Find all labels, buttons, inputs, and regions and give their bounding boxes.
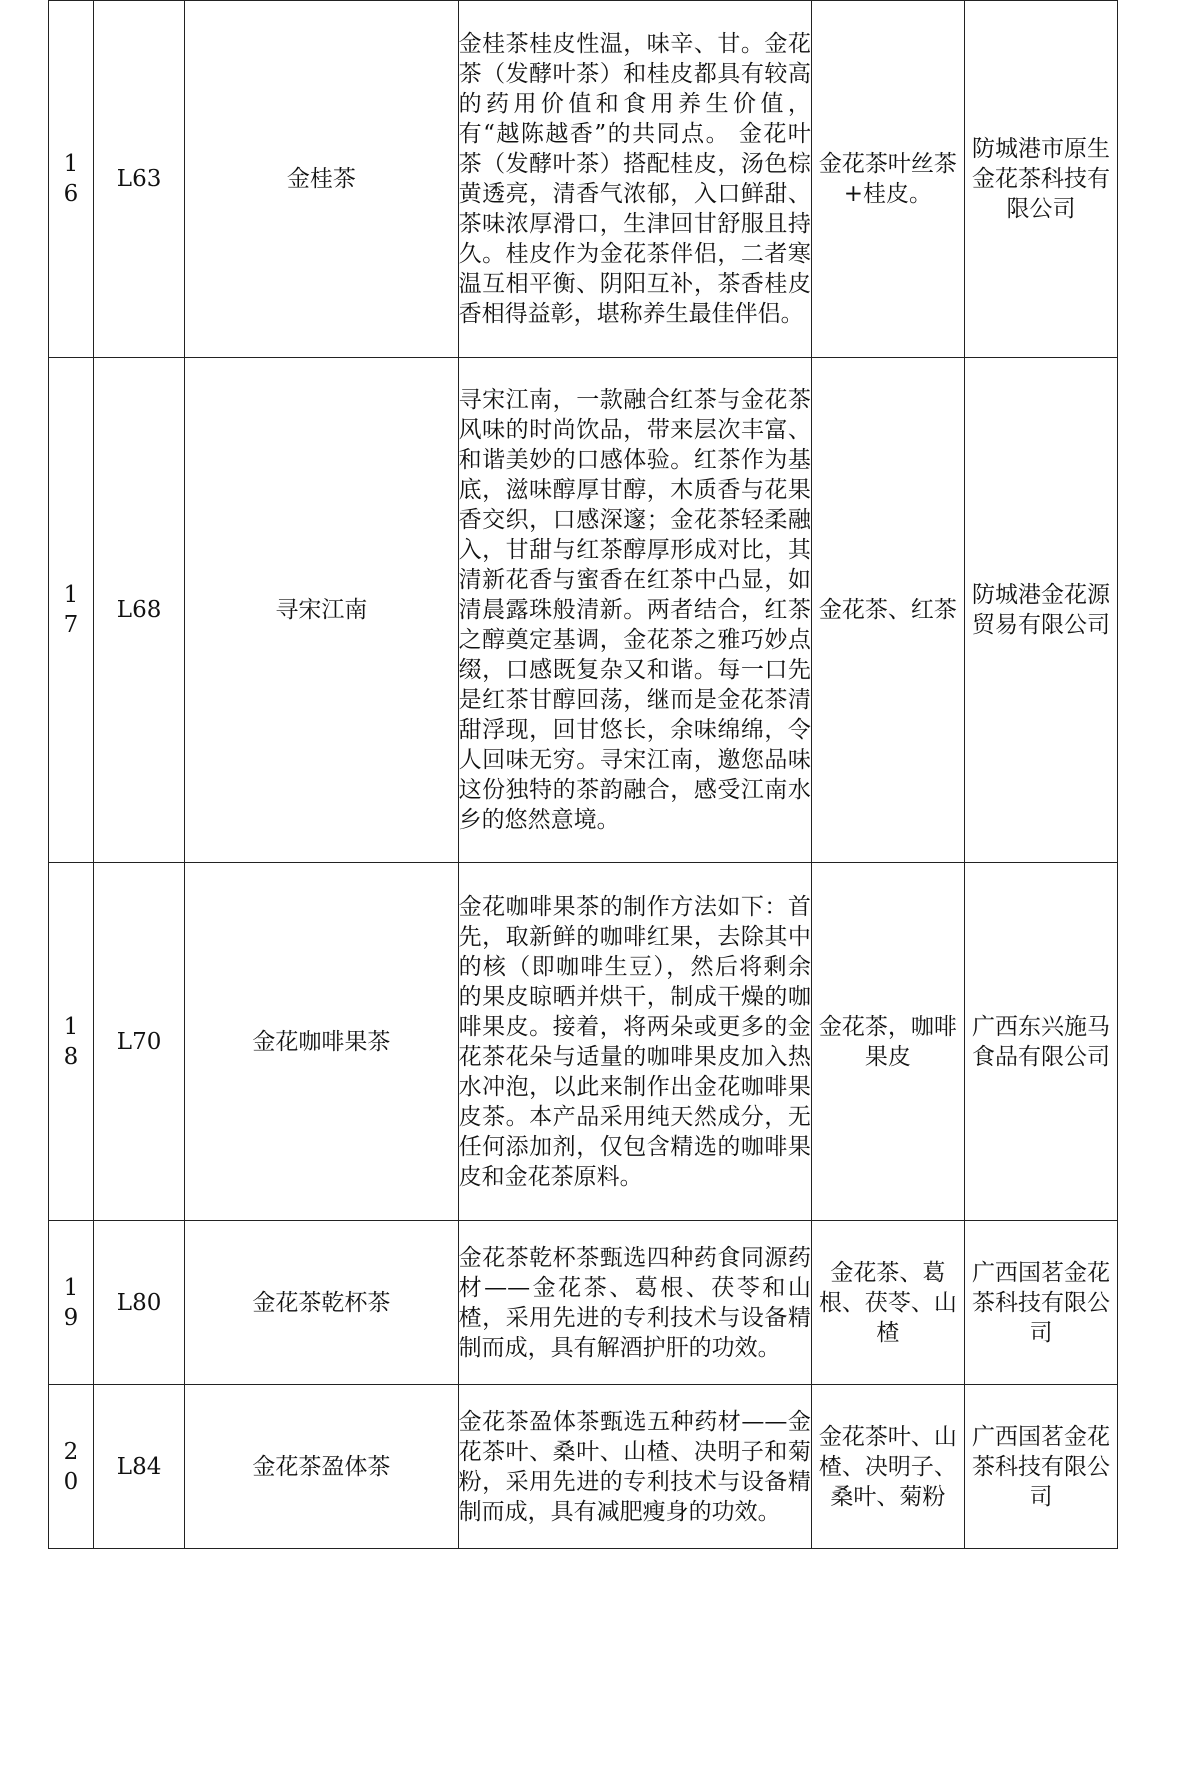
product-description: 寻宋江南，一款融合红茶与金花茶风味的时尚饮品，带来层次丰富、和谐美妙的口感体验。红茶作为基底，滋味醇厚甘醇，木质香与花果香交织，口感深邃；金花茶轻柔融入，甘甜与红茶醇厚形成对比，其清新花香与蜜香在红茶中凸显，如清晨露珠般清新。两者结合，红茶之醇奠定基调，金花茶之雅巧妙点缀，口感既复杂又和谐。每一口先是红茶甘醇回荡，继而是金花茶清甜浮现，回甘悠长，余味绵绵，令人回味无穷。寻宋江南，邀您品味这份独特的茶韵融合，感受江南水乡的悠然意境。 (458, 358, 811, 863)
row-number: 1 6 (49, 1, 94, 358)
product-code: L68 (94, 358, 185, 863)
product-name: 金桂茶 (185, 1, 458, 358)
table-row (49, 863, 1118, 1221)
product-ingredients: 金花茶，咖啡果皮 (811, 863, 964, 1221)
company-name: 广西国茗金花茶科技有限公司 (964, 1221, 1117, 1385)
product-code: L84 (94, 1385, 185, 1549)
product-ingredients: 金花茶、葛根、茯苓、山楂 (811, 1221, 964, 1385)
product-ingredients: 金花茶、红茶 (811, 358, 964, 863)
product-description: 金花茶乾杯茶甄选四种药食同源药材——金花茶、葛根、茯苓和山楂，采用先进的专利技术与设备精制而成，具有解酒护肝的功效。 (458, 1221, 811, 1385)
product-name: 金花茶乾杯茶 (185, 1221, 458, 1385)
product-description: 金花茶盈体茶甄选五种药材——金花茶叶、桑叶、山楂、决明子和菊粉，采用先进的专利技术与设备精制而成，具有减肥瘦身的功效。 (458, 1385, 811, 1549)
product-code: L70 (94, 863, 185, 1221)
product-ingredients: 金花茶叶、山楂、决明子、桑叶、菊粉 (811, 1385, 964, 1549)
product-code: L80 (94, 1221, 185, 1385)
row-number: 1 9 (49, 1221, 94, 1385)
company-name: 防城港金花源贸易有限公司 (964, 358, 1117, 863)
product-name: 金花咖啡果茶 (185, 863, 458, 1221)
table-row (49, 358, 1118, 863)
row-number: 2 0 (49, 1385, 94, 1549)
row-number: 1 7 (49, 358, 94, 863)
product-ingredients: 金花茶叶丝茶+桂皮。 (811, 1, 964, 358)
table-row (49, 1385, 1118, 1549)
company-name: 广西国茗金花茶科技有限公司 (964, 1385, 1117, 1549)
product-name: 寻宋江南 (185, 358, 458, 863)
row-number: 1 8 (49, 863, 94, 1221)
company-name: 广西东兴施马食品有限公司 (964, 863, 1117, 1221)
product-description: 金花咖啡果茶的制作方法如下：首先，取新鲜的咖啡红果，去除其中的核（即咖啡生豆），然后将剩余的果皮晾晒并烘干，制成干燥的咖啡果皮。接着，将两朵或更多的金花茶花朵与适量的咖啡果皮加入热水冲泡，以此来制作出金花咖啡果皮茶。本产品采用纯天然成分，无任何添加剂，仅包含精选的咖啡果皮和金花茶原料。 (458, 863, 811, 1221)
company-name: 防城港市原生金花茶科技有限公司 (964, 1, 1117, 358)
product-name: 金花茶盈体茶 (185, 1385, 458, 1549)
product-code: L63 (94, 1, 185, 358)
product-description: 金桂茶桂皮性温，味辛、甘。金花茶（发酵叶茶）和桂皮都具有较高的药用价值和食用养生价值，有“越陈越香”的共同点。 金花叶茶（发酵叶茶）搭配桂皮，汤色棕黄透亮，清香气浓郁，入口鲜甜、茶味浓厚滑口，生津回甘舒服且持久。桂皮作为金花茶伴侣，二者寒温互相平衡、阴阳互补，茶香桂皮香相得益彰，堪称养生最佳伴侣。 (458, 1, 811, 358)
table-row (49, 1, 1118, 358)
table-row (49, 1221, 1118, 1385)
product-table (48, 0, 1118, 1549)
